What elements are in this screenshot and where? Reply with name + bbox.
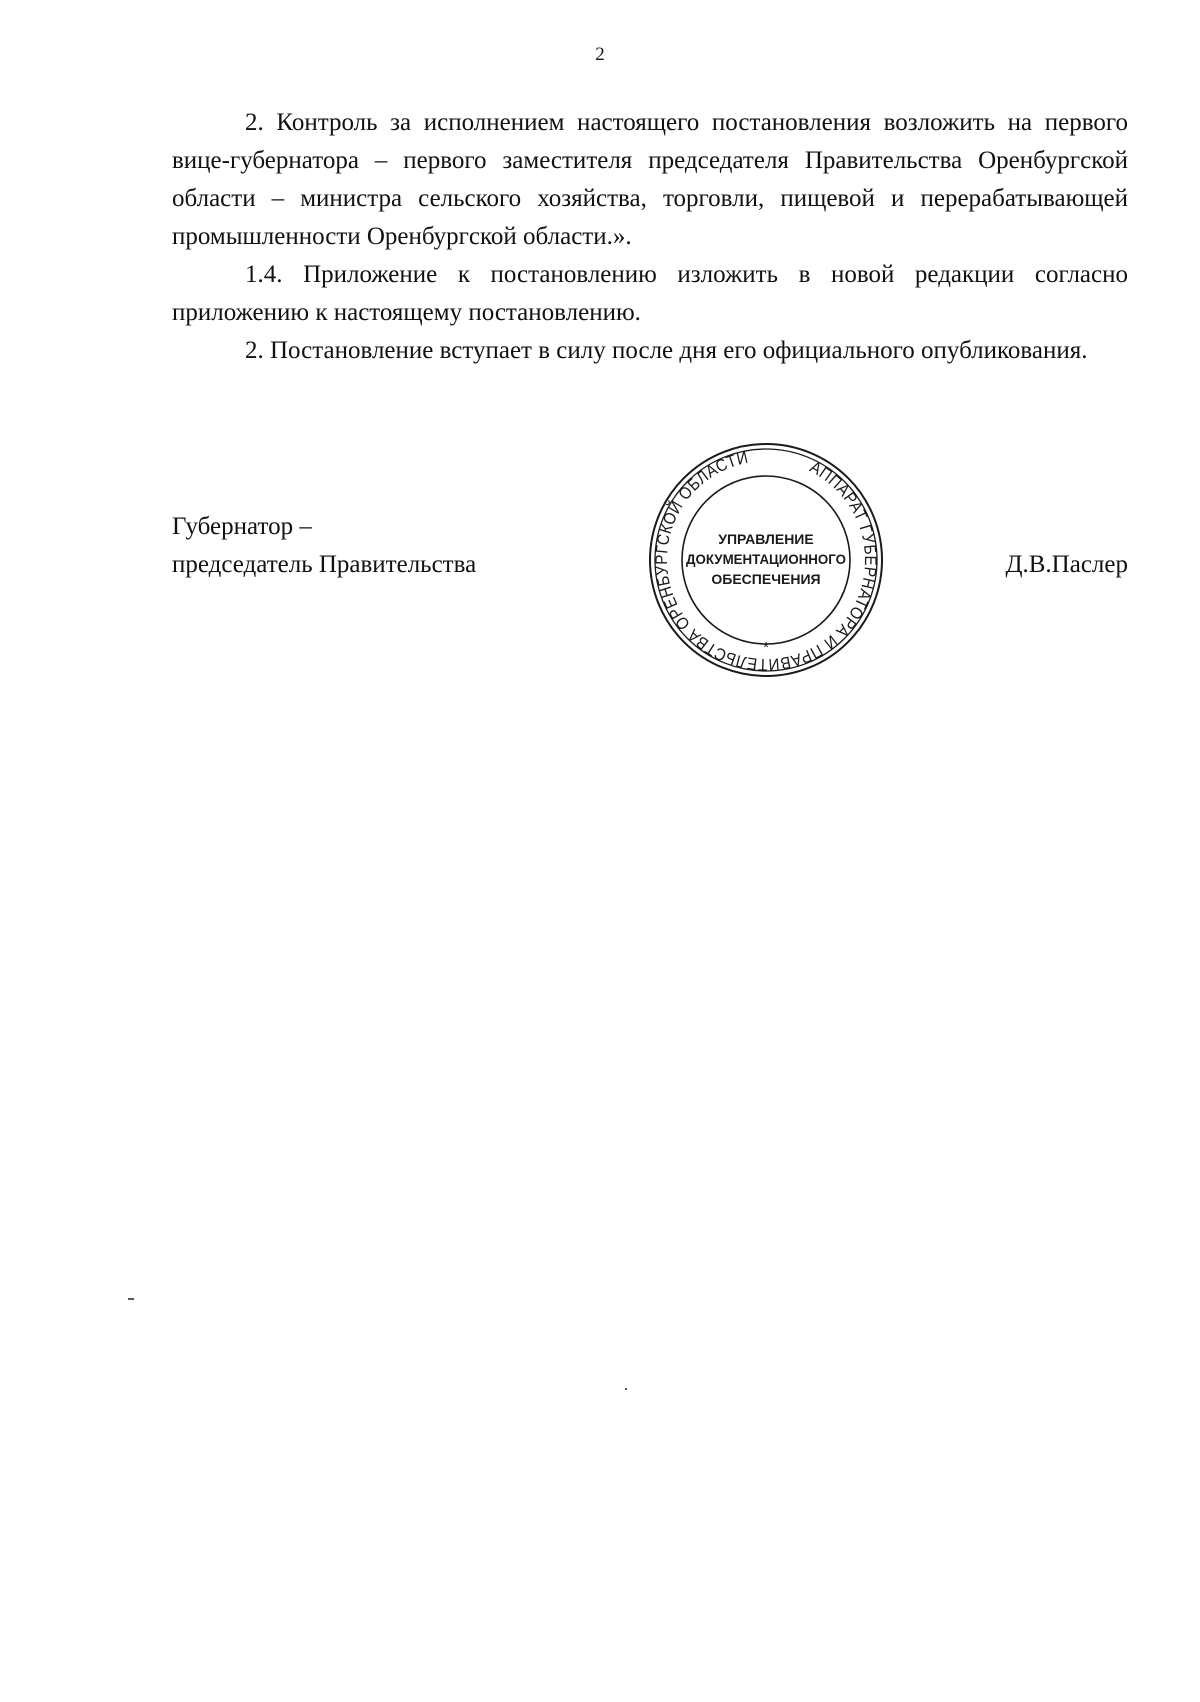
seal-ring-text: АППАРАТ ГУБЕРНАТОРА И ПРАВИТЕЛЬСТВА ОРЕНБУРГСКОЙ ОБЛАСТИ [651, 447, 881, 675]
seal-center-line3: ОБЕСПЕЧЕНИЯ [711, 571, 821, 587]
seal-center-line2: ДОКУМЕНТАЦИОННОГО [686, 551, 847, 567]
signer-title [172, 508, 476, 584]
page-number: 2 [595, 44, 605, 65]
signer-title-line2: председатель Правительства [172, 551, 477, 578]
document-body [172, 104, 1128, 370]
official-seal [646, 440, 886, 680]
seal-star: * [763, 639, 769, 656]
paragraph-effective-date: 2. Постановление вступает в силу после дня его официального опубликования. [245, 337, 1088, 364]
paragraph-control: 2. Контроль за исполнением настоящего постановления возложить на первого вице-губернатора – первого заместителя председателя Правительства Оренбургской области – министра сельского хозяйства, торговли, пищевой и перерабатывающей промышленности Оренбургской области.». [172, 109, 1128, 250]
seal-center-line1: УПРАВЛЕНИЕ [718, 531, 814, 547]
paragraph-appendix: 1.4. Приложение к постановлению изложить в новой редакции согласно приложению к настоящему постановлению. [172, 261, 1128, 326]
signer-title-line1: Губернатор – [172, 513, 312, 540]
scan-speck [625, 1388, 627, 1390]
signer-name: Д.В.Паслер [1005, 551, 1128, 578]
seal-stamp-graphic [646, 440, 886, 680]
scan-speck [128, 1298, 134, 1300]
